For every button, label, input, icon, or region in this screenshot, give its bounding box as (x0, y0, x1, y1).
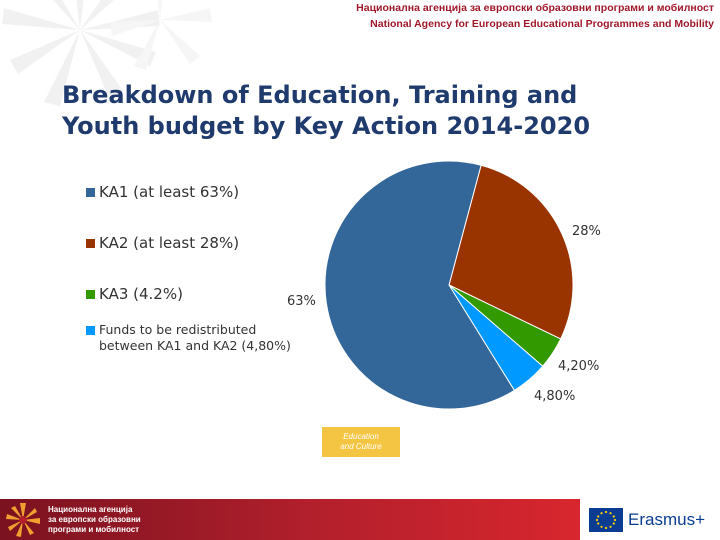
footer-line1: Национална агенција (48, 505, 133, 514)
legend-label-ka2: KA2 (at least 28%) (99, 234, 240, 252)
footer-line2: за европски образовни (48, 515, 141, 524)
legend-label-ka3: KA3 (4.2%) (99, 285, 183, 303)
footer-agency-name (48, 505, 141, 535)
footer-bar (0, 499, 580, 540)
agency-name-en: National Agency for European Educational Programmes and Mobility (370, 18, 714, 30)
legend-label-ka1: KA1 (at least 63%) (99, 183, 240, 201)
badge-line2: and Culture (340, 442, 382, 451)
slide-title-line2: Youth budget by Key Action 2014-2020 (62, 112, 591, 140)
badge-line1: Education (343, 432, 379, 441)
footer-line3: програми и мобилност (48, 525, 140, 534)
education-culture-badge (322, 427, 400, 457)
legend-label-redistributed-line1: Funds to be redistributed (99, 322, 257, 337)
pie-label-ka3: 4,20% (558, 359, 600, 374)
pie-label-ka1: 63% (287, 294, 316, 309)
pie-label-redistributed: 4,80% (534, 389, 576, 404)
erasmus-plus-logo: Erasmus+ (628, 510, 705, 529)
pie-label-ka2: 28% (572, 224, 601, 239)
agency-logo-icon (4, 501, 42, 539)
legend-label-redistributed-line2: between KA1 and KA2 (4,80%) (99, 338, 291, 353)
slide-title-line1: Breakdown of Education, Training and (62, 81, 578, 109)
agency-name-mk: Национална агенција за европски образовни програми и мобилност (356, 2, 714, 14)
eu-flag-icon (589, 508, 623, 532)
